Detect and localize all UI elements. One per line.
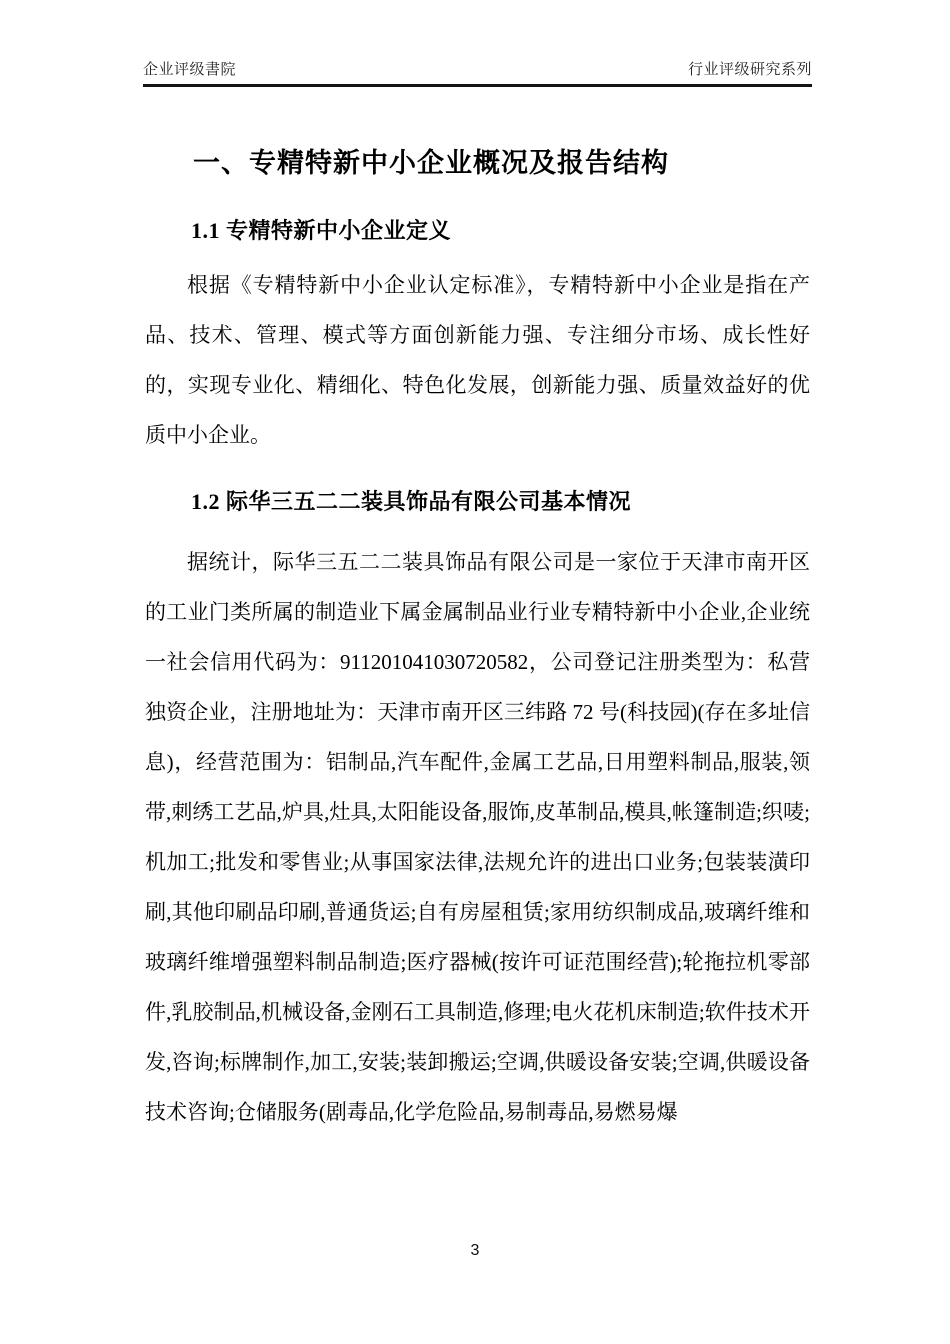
paragraph-definition: 根据《专精特新中小企业认定标准》，专精特新中小企业是指在产品、技术、管理、模式等方面创新能力强、专注细分市场、成长性好的，实现专业化、精细化、特色化发展，创新能力强、质量效益好的优质中小企业。	[145, 273, 810, 447]
paragraph-company-info: 据统计，际华三五二二装具饰品有限公司是一家位于天津市南开区的工业门类所属的制造业下属金属制品业行业专精特新中小企业,企业统一社会信用代码为：911201041030720582，公司登记注册类型为：私营独资企业，注册地址为：天津市南开区三纬路 72 号(科技园)(存在多址信息)，经营范围为：铝制品,汽车配件,金属工艺品,日用塑料制品,服装,领带,刺绣工艺品,炉具,灶具,太阳能设备,服饰,皮革制品,模具,帐篷制造;织唛;机加工;批发和零售业;从事国家法律,法规允许的进出口业务;包装装潢印刷,其他印刷品印刷,普通货运;自有房屋租赁;家用纺织制成品,玻璃纤维和玻璃纤维增强塑料制品制造;医疗器械(按许可证范围经营);轮拖拉机零部件,乳胶制品,机械设备,金刚石工具制造,修理;电火花机床制造;软件技术开发,咨询;标牌制作,加工,安装;装卸搬运;空调,供暖设备安装;空调,供暖设备技术咨询;仓储服务(剧毒品,化学危险品,易制毒品,易燃易爆	[145, 550, 810, 1124]
page-number: 3	[470, 1242, 480, 1259]
page-header	[143, 58, 812, 87]
header-right-text: 行业评级研究系列	[687, 61, 812, 78]
subsection-heading-1-2: 1.2 际华三五二二装具饰品有限公司基本情况	[191, 489, 632, 514]
subsection-heading-1-1: 1.1 专精特新中小企业定义	[191, 218, 452, 243]
section-heading: 一、专精特新中小企业概况及报告结构	[193, 148, 669, 178]
document-body	[145, 120, 810, 1137]
header-left-text: 企业评级書院	[143, 61, 237, 78]
page-footer	[0, 1242, 950, 1260]
